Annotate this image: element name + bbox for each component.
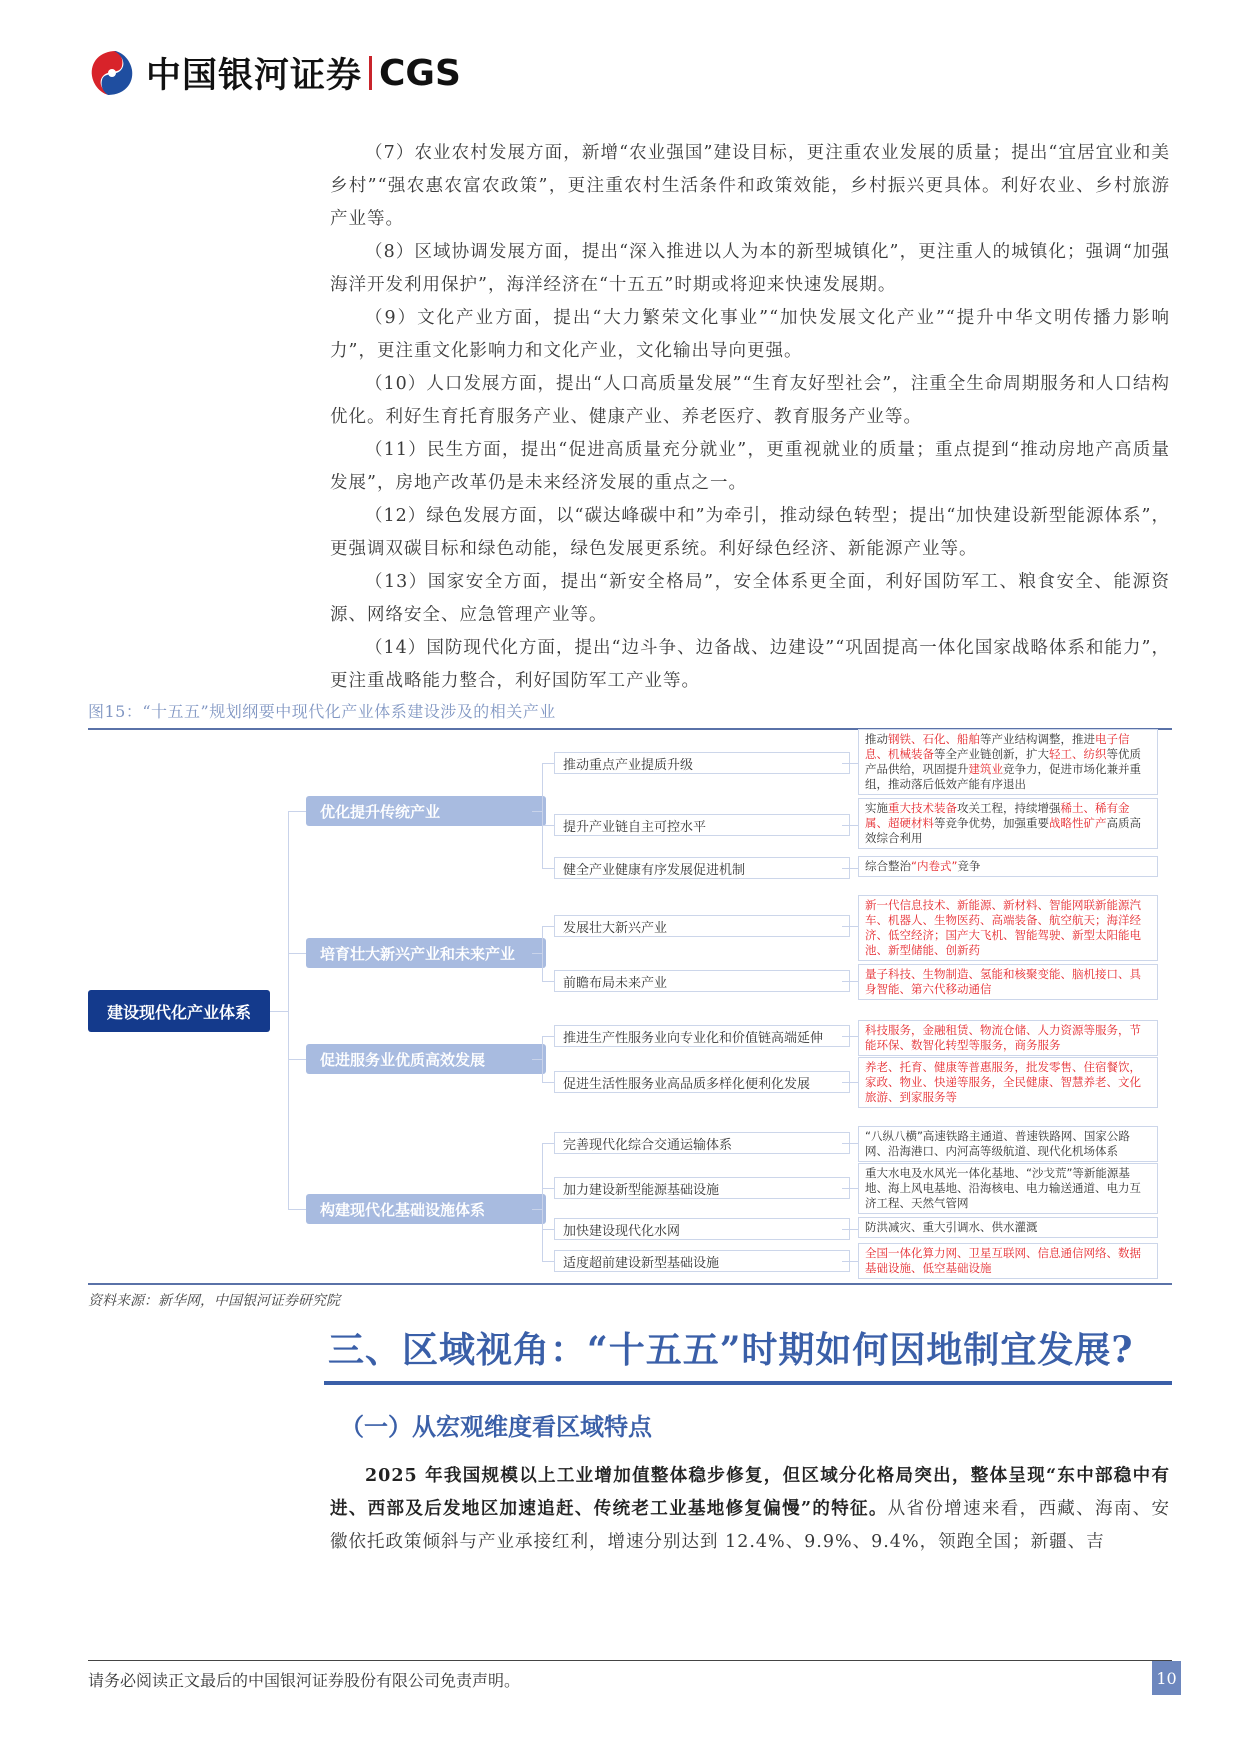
- section-paragraph: [330, 1460, 1170, 1559]
- connector: [542, 926, 543, 981]
- figure-title: 图15：“十五五”规划纲要中现代化产业体系建设涉及的相关产业: [88, 699, 1172, 730]
- leaf-text: 等竞争优势，加强重要: [934, 816, 1049, 830]
- connector: [842, 1143, 858, 1144]
- leaf-text: 高质高效综合利用: [865, 816, 1141, 845]
- branch-infrastructure: 构建现代化基础设施体系: [306, 1194, 546, 1224]
- leaf-b0-1: [858, 798, 1158, 849]
- connector: [542, 1229, 554, 1230]
- connector: [542, 1036, 554, 1037]
- sub-energy-infrastructure: 加力建设新型能源基础设施: [554, 1177, 850, 1199]
- sub-consumer-services: 促进生活性服务业高品质多样化便利化发展: [554, 1071, 850, 1093]
- footer-rule: [88, 1660, 1172, 1661]
- highlighted-industry-text: 全国一体化算力网、卫星互联网、信息通信网络、数据基础设施、低空基础设施: [865, 1246, 1141, 1275]
- leaf-text: 竞争力，促进市场化兼并重组，推动落后低效产能有序退出: [865, 762, 1141, 791]
- brand-name-cn: 中国银河证券: [146, 56, 363, 96]
- leaf-text: 综合整治: [865, 859, 911, 873]
- leaf-text: 实施: [865, 801, 888, 815]
- highlighted-industry-text: 科技服务，金融租赁、物流仓储、人力资源等服务，节能环保、数智化转型等服务，商务服务: [865, 1023, 1141, 1052]
- connector: [288, 811, 289, 1209]
- leaf-b3-0: [858, 1126, 1158, 1162]
- leaf-text: 攻关工程，持续增强: [957, 801, 1061, 815]
- leaf-b3-1: [858, 1163, 1158, 1214]
- leaf-text: 重大水电及水风光一体化基地、“沙戈荒”等新能源基地、海上风电基地、沿海核电、电力输送通道、电力互济工程、天然气管网: [865, 1166, 1141, 1210]
- connector: [542, 1036, 543, 1082]
- sub-producer-services: 推进生产性服务业向专业化和价值链高端延伸: [554, 1025, 850, 1047]
- connector: [542, 1082, 554, 1083]
- connector: [532, 1209, 542, 1210]
- connector: [542, 1143, 554, 1144]
- connector: [542, 926, 554, 927]
- highlighted-industry-text: 重大技术装备: [888, 801, 957, 815]
- highlighted-industry-text: “内卷式”: [911, 859, 958, 873]
- section-subheading: （一）从宏观维度看区域特点: [340, 1412, 652, 1441]
- section-heading-rule: [324, 1381, 1172, 1385]
- connector: [842, 825, 858, 826]
- paragraph-8: （8）区域协调发展方面，提出“深入推进以人为本的新型城镇化”，更注重人的城镇化；强调“加强海洋开发利用保护”，海洋经济在“十五五”时期或将迎来快速发展期。: [330, 242, 1170, 295]
- connector: [532, 953, 542, 954]
- connector: [542, 1188, 554, 1189]
- connector: [542, 825, 554, 826]
- leaf-text: 防洪减灾、重大引调水、供水灌溉: [865, 1220, 1038, 1234]
- connector: [288, 1209, 306, 1210]
- mindmap-root: 建设现代化产业体系: [88, 990, 270, 1032]
- leaf-text: 等全产业链创新，扩大: [934, 747, 1049, 761]
- branch-emerging-industry: 培育壮大新兴产业和未来产业: [306, 938, 546, 968]
- section-paragraph-bold: 2025 年我国规模以上工业增加值整体稳步修复，但区域分化格局突出，整体呈现“东中部稳中有进、西部及后发地区加速追赶、传统老工业基地修复偏慢”的特征。: [330, 1466, 1170, 1519]
- paragraph-13: （13）国家安全方面，提出“新安全格局”，安全体系更全面，利好国防军工、粮食安全、能源资源、网络安全、应急管理产业等。: [330, 572, 1170, 625]
- highlighted-industry-text: 建筑业: [968, 762, 1003, 776]
- highlighted-industry-text: 电子信息、机械装备: [865, 732, 1130, 761]
- page-number: 10: [1152, 1661, 1181, 1695]
- connector: [842, 1229, 858, 1230]
- connector: [288, 1059, 306, 1060]
- sub-healthy-development-mechanism: 健全产业健康有序发展促进机制: [554, 857, 850, 879]
- connector: [842, 981, 858, 982]
- branch-service-industry: 促进服务业优质高效发展: [306, 1044, 546, 1074]
- sub-new-infrastructure: 适度超前建设新型基础设施: [554, 1250, 850, 1272]
- connector: [532, 1059, 542, 1060]
- highlighted-industry-text: 轻工、纺织: [1049, 747, 1107, 761]
- connector: [842, 1082, 858, 1083]
- section-heading: 三、区域视角：“十五五”时期如何因地制宜发展?: [328, 1329, 1134, 1371]
- paragraph-9: （9）文化产业方面，提出“大力繁荣文化事业”“加快发展文化产业”“提升中华文明传播力影响力”，更注重文化影响力和文化产业，文化输出导向更强。: [330, 308, 1170, 361]
- leaf-b3-2: [858, 1217, 1158, 1238]
- leaf-text: 等优质产品供给，巩固提升: [865, 747, 1141, 776]
- connector: [542, 763, 554, 764]
- highlighted-industry-text: 稀土、稀有金属、超硬材料: [865, 801, 1130, 830]
- sub-key-industry-upgrade: 推动重点产业提质升级: [554, 752, 850, 774]
- connector: [542, 1143, 543, 1261]
- sub-future-industries: 前瞻布局未来产业: [554, 970, 850, 992]
- connector: [842, 1261, 858, 1262]
- leaf-b0-0: [858, 729, 1158, 795]
- connector: [842, 763, 858, 764]
- figure-bottom-rule: [88, 1283, 1172, 1285]
- sub-emerging-industries: 发展壮大新兴产业: [554, 915, 850, 937]
- leaf-b3-3: [858, 1243, 1158, 1279]
- connector: [542, 763, 543, 868]
- leaf-text: “八纵八横”高速铁路主通道、普速铁路网、国家公路网、沿海港口、内河高等级航道、现代化机场体系: [865, 1129, 1130, 1158]
- sub-transport-system: 完善现代化综合交通运输体系: [554, 1132, 850, 1154]
- cgs-swirl-logo-icon: [86, 48, 138, 98]
- connector: [842, 868, 858, 869]
- paragraph-10: （10）人口发展方面，提出“人口高质量发展”“生育友好型社会”，注重全生命周期服务和人口结构优化。利好生育托育服务产业、健康产业、养老医疗、教育服务产业等。: [330, 374, 1170, 427]
- connector: [842, 1188, 858, 1189]
- connector: [542, 868, 554, 869]
- figure-source: 资料来源：新华网，中国银河证券研究院: [88, 1293, 340, 1309]
- leaf-b1-1: [858, 964, 1158, 1000]
- highlighted-industry-text: 养老、托育、健康等普惠服务，批发零售、住宿餐饮，家政、物业、快递等服务，全民健康、智慧养老、文化旅游、到家服务等: [865, 1060, 1141, 1104]
- connector: [532, 811, 542, 812]
- brand-divider: [369, 56, 372, 90]
- connector: [842, 1036, 858, 1037]
- footer-disclaimer: 请务必阅读正文最后的中国银河证券股份有限公司免责声明。: [88, 1671, 521, 1690]
- paragraph-11: （11）民生方面，提出“促进高质量充分就业”，更重视就业的质量；重点提到“推动房地产高质量发展”，房地产改革仍是未来经济发展的重点之一。: [330, 440, 1170, 493]
- connector: [542, 981, 554, 982]
- body-paragraphs: [330, 137, 1170, 698]
- leaf-text: 竞争: [957, 859, 981, 873]
- leaf-b2-0: [858, 1020, 1158, 1056]
- connector: [270, 1011, 288, 1012]
- connector: [542, 1261, 554, 1262]
- leaf-b0-2: [858, 856, 1158, 877]
- sub-water-network: 加快建设现代化水网: [554, 1218, 850, 1240]
- section-paragraph-rest: 从省份增速来看，西藏、海南、安徽依托政策倾斜与产业承接红利，增速分别达到 12.4%、9.9%、9.4%，领跑全国；新疆、吉: [330, 1499, 1170, 1552]
- leaf-text: 等产业结构调整，推进: [980, 732, 1095, 746]
- highlighted-industry-text: 新一代信息技术、新能源、新材料、智能网联新能源汽车、机器人、生物医药、高端装备、航空航天；海洋经济、低空经济；国产大飞机、智能驾驶、新型太阳能电池、新型储能、创新药: [865, 898, 1141, 957]
- connector: [288, 953, 306, 954]
- paragraph-14: （14）国防现代化方面，提出“边斗争、边备战、边建设”“巩固提高一体化国家战略体系和能力”，更注重战略能力整合，利好国防军工产业等。: [330, 638, 1170, 691]
- highlighted-industry-text: 量子科技、生物制造、氢能和核聚变能、脑机接口、具身智能、第六代移动通信: [865, 967, 1141, 996]
- highlighted-industry-text: 钢铁、石化、船舶: [888, 732, 980, 746]
- leaf-b1-0: [858, 895, 1158, 961]
- connector: [842, 926, 858, 927]
- branch-traditional-industry: 优化提升传统产业: [306, 796, 546, 826]
- leaf-text: 推动: [865, 732, 888, 746]
- brand-name-en: CGS: [379, 52, 461, 94]
- leaf-b2-1: [858, 1057, 1158, 1108]
- paragraph-12: （12）绿色发展方面，以“碳达峰碳中和”为牵引，推动绿色转型；提出“加快建设新型能源体系”，更强调双碳目标和绿色动能，绿色发展更系统。利好绿色经济、新能源产业等。: [330, 506, 1170, 559]
- highlighted-industry-text: 战略性矿产: [1049, 816, 1107, 830]
- brand-logo: [86, 48, 461, 98]
- connector: [288, 811, 306, 812]
- sub-supply-chain-control: 提升产业链自主可控水平: [554, 814, 850, 836]
- paragraph-7: （7）农业农村发展方面，新增“农业强国”建设目标，更注重农业发展的质量；提出“宜居宜业和美乡村”“强农惠农富农政策”，更注重农村生活条件和政策效能，乡村振兴更具体。利好农业、乡村旅游产业等。: [330, 143, 1170, 229]
